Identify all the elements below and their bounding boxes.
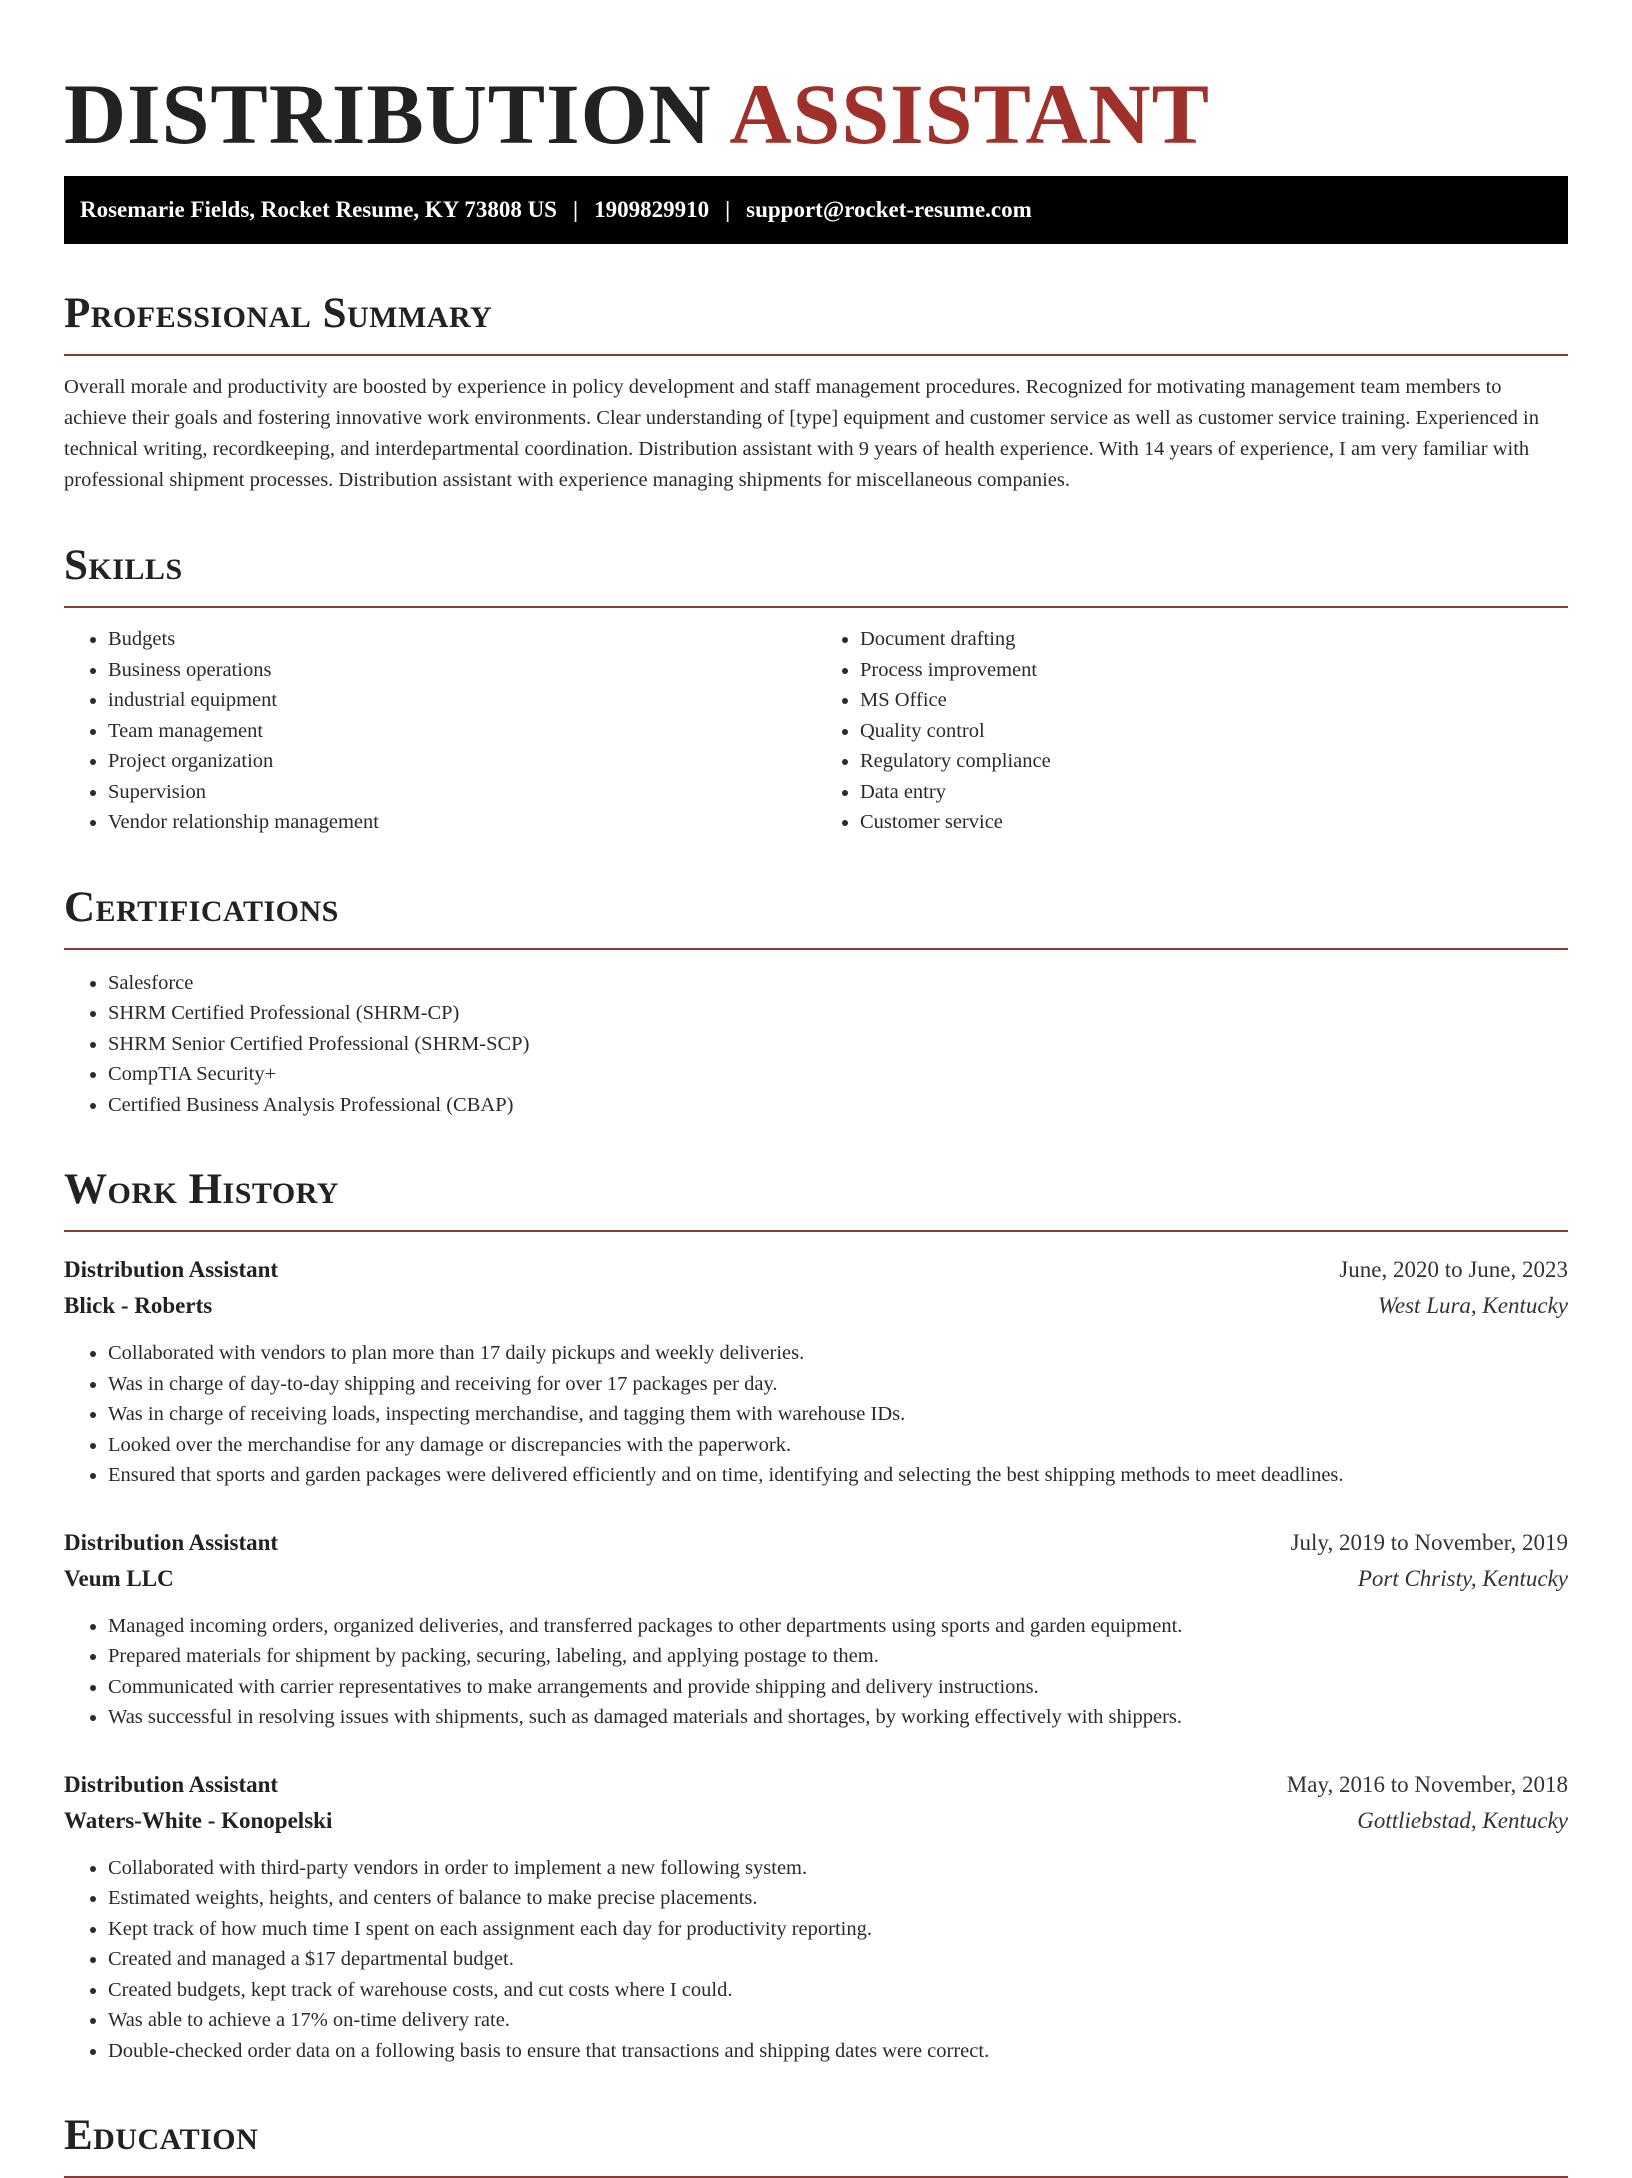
job-bullets: [64, 1338, 1568, 1491]
job-company: Blick - Roberts: [64, 1293, 213, 1318]
section-heading-work-history: Work History: [64, 1166, 339, 1213]
job-dates: June, 2020 to June, 2023: [1339, 1257, 1568, 1282]
job-bullet: • Created budgets, kept track of warehouse costs, and cut costs where I could.: [108, 1975, 1568, 2006]
job-bullet: • Was in charge of receiving loads, inspecting merchandise, and tagging them with warehouse IDs.: [108, 1399, 1568, 1430]
job-location: West Lura, Kentucky: [1377, 1293, 1568, 1318]
skill-item: • Process improvement: [860, 655, 1568, 686]
job-bullet: • Collaborated with third-party vendors in order to implement a new following system.: [108, 1853, 1568, 1884]
skills-grid: [64, 608, 1568, 838]
certification-item: • Salesforce: [108, 968, 1568, 999]
certifications-list: [64, 968, 1568, 1121]
summary-text: Overall morale and productivity are boosted by experience in policy development and staff management procedures. Recognized for motivating management team members to achieve their goals and fostering innovative work environments. Clear understanding of [type] equipment and customer service as well as customer service training. Experienced in technical writing, recordkeeping, and interdepartmental coordination. Distribution assistant with 9 years of health experience. With 14 years of experience, I am very familiar with professional shipment processes. Distribution assistant with experience managing shipments for miscellaneous companies.: [64, 376, 1539, 491]
section-heading-summary: Professional Summary: [64, 290, 493, 337]
job-bullet: • Was in charge of day-to-day shipping and receiving for over 17 packages per day.: [108, 1369, 1568, 1400]
job-title: Distribution Assistant: [64, 1771, 279, 1797]
certification-item: • Certified Business Analysis Professional (CBAP): [108, 1090, 1568, 1121]
resume-title: [64, 54, 1568, 174]
section-divider: [64, 1230, 1568, 1232]
skill-item: • MS Office: [860, 685, 1568, 716]
skill-item: • Business operations: [108, 655, 816, 686]
section-heading-education: Education: [64, 2112, 259, 2159]
section-heading-certifications: Certifications: [64, 883, 339, 931]
job-bullet: • Communicated with carrier representatives to make arrangements and provide shipping and delivery instructions.: [108, 1672, 1568, 1703]
job-entry: [64, 1252, 1568, 1491]
skill-item: • Quality control: [860, 716, 1568, 747]
skill-item: • Supervision: [108, 777, 816, 808]
skill-item: • Budgets: [108, 624, 816, 655]
job-location: Gottliebstad, Kentucky: [1357, 1807, 1568, 1833]
skill-item: • Document drafting: [860, 624, 1568, 655]
job-bullet: • Estimated weights, heights, and centers of balance to make precise placements.: [108, 1883, 1568, 1914]
certification-item: • SHRM Senior Certified Professional (SHRM-SCP): [108, 1029, 1568, 1060]
section-divider: [64, 354, 1568, 356]
section-divider: [64, 948, 1568, 950]
contact-bar: [64, 176, 1568, 244]
job-bullet: • Was able to achieve a 17% on-time delivery rate.: [108, 2005, 1568, 2036]
skills-list-left: [64, 624, 816, 838]
job-bullet: • Kept track of how much time I spent on each assignment each day for productivity reporting.: [108, 1914, 1568, 1945]
job-entry: [64, 1525, 1568, 1733]
certification-item: • CompTIA Security+: [108, 1059, 1568, 1090]
job-bullet: • Was successful in resolving issues with shipments, such as damaged materials and shortages, by working effectively with shippers.: [108, 1702, 1568, 1733]
skill-item: • Regulatory compliance: [860, 746, 1568, 777]
job-bullet: • Collaborated with vendors to plan more than 17 daily pickups and weekly deliveries.: [108, 1338, 1568, 1369]
job-dates: May, 2016 to November, 2018: [1286, 1771, 1568, 1797]
skill-item: • Customer service: [860, 807, 1568, 838]
skill-item: • industrial equipment: [108, 685, 816, 716]
certification-item: • SHRM Certified Professional (SHRM-CP): [108, 998, 1568, 1029]
contact-address: Rosemarie Fields, Rocket Resume, KY 73808 US: [80, 197, 557, 222]
title-word-2: ASSISTANT: [729, 66, 1211, 162]
job-company: Waters-White - Konopelski: [64, 1807, 333, 1833]
job-bullet: • Prepared materials for shipment by packing, securing, labeling, and applying postage to them.: [108, 1641, 1568, 1672]
job-bullets: [64, 1611, 1568, 1733]
job-dates: July, 2019 to November, 2019: [1290, 1529, 1568, 1555]
job-bullet: • Managed incoming orders, organized deliveries, and transferred packages to other departments using sports and garden equipment.: [108, 1611, 1568, 1642]
job-bullet: • Created and managed a $17 departmental budget.: [108, 1944, 1568, 1975]
title-word-1: DISTRIBUTION: [64, 66, 712, 162]
skill-item: • Project organization: [108, 746, 816, 777]
section-heading-skills: Skills: [64, 542, 183, 589]
job-bullets: [64, 1853, 1568, 2067]
contact-phone: 1909829910: [594, 197, 710, 222]
job-title: Distribution Assistant: [64, 1257, 279, 1282]
job-bullet: • Ensured that sports and garden packages were delivered efficiently and on time, identifying and selecting the best shipping methods to meet deadlines.: [108, 1460, 1568, 1491]
contact-separator: |: [572, 197, 579, 222]
skills-list-right: [816, 624, 1568, 838]
contact-separator: |: [725, 197, 731, 222]
skill-item: • Data entry: [860, 777, 1568, 808]
job-bullet: • Looked over the merchandise for any damage or discrepancies with the paperwork.: [108, 1430, 1568, 1461]
job-entry: [64, 1767, 1568, 2067]
skill-item: • Vendor relationship management: [108, 807, 816, 838]
job-bullet: • Double-checked order data on a following basis to ensure that transactions and shipping dates were correct.: [108, 2036, 1568, 2067]
job-title: Distribution Assistant: [64, 1529, 279, 1555]
skill-item: • Team management: [108, 716, 816, 747]
job-company: Veum LLC: [64, 1565, 174, 1591]
contact-email: support@rocket-resume.com: [746, 197, 1032, 222]
job-location: Port Christy, Kentucky: [1357, 1565, 1568, 1591]
